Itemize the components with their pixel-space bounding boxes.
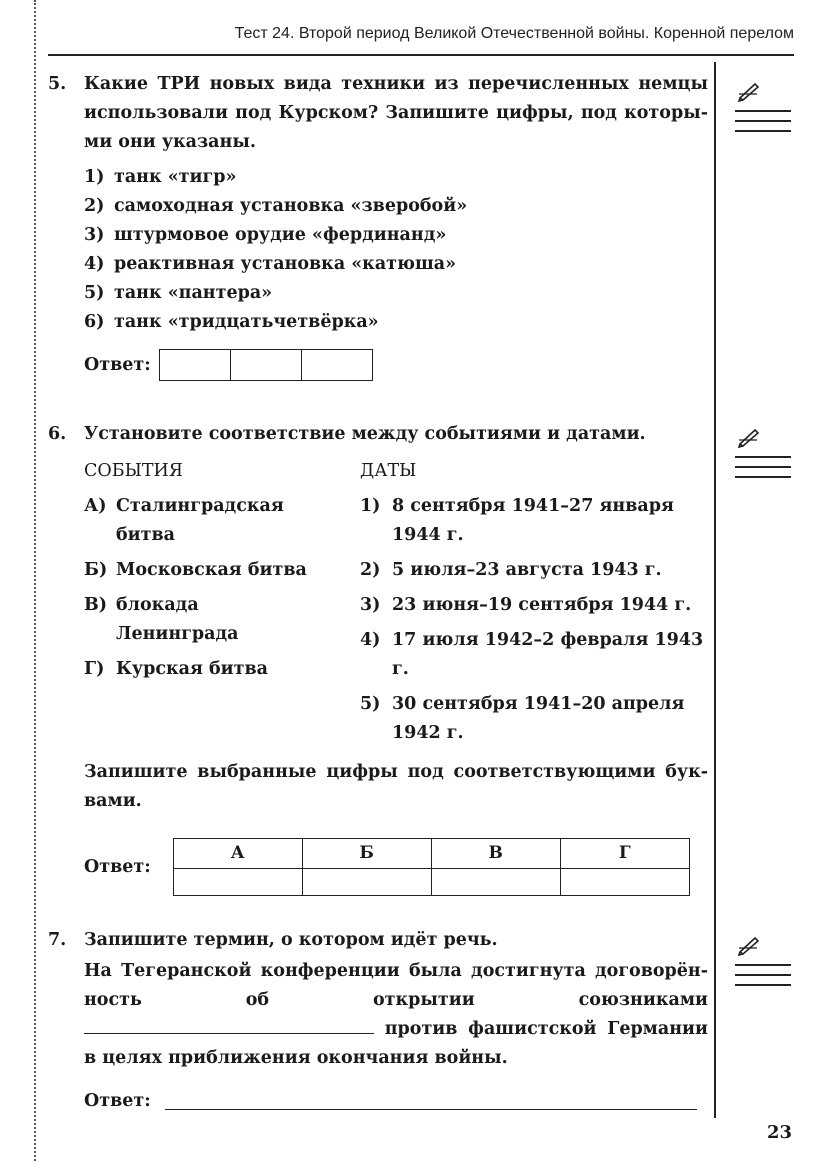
margin-line — [735, 110, 791, 112]
instruction-text: Запишите выбранные цифры под соответствующими буквами. — [84, 762, 708, 811]
option-item: 3) штурмовое орудие «фердинанд» — [84, 225, 447, 245]
answer-label: Ответ: — [84, 354, 151, 375]
option-item: 4) реактивная установка «катюша» — [84, 254, 457, 274]
question-7 — [48, 926, 708, 1116]
answer-cell[interactable] — [431, 869, 560, 896]
margin-line — [735, 130, 791, 132]
answer-label: Ответ: — [84, 856, 151, 877]
margin-line — [735, 984, 791, 986]
table-header: Г — [560, 839, 689, 869]
option-item: 6) танк «тридцатьчетвёрка» — [84, 312, 379, 332]
answer-row — [84, 1087, 708, 1116]
answer-line[interactable] — [165, 1093, 697, 1110]
date-item: 5) 30 сентября 1941–20 апреля 1942 г. — [360, 694, 685, 743]
answer-table — [173, 838, 690, 896]
page-number: 23 — [766, 1122, 792, 1143]
answer-cells — [159, 349, 373, 381]
option-item: 2) самоходная установка «зверобой» — [84, 196, 468, 216]
table-header: А — [173, 839, 302, 869]
event-item: Б) Московская битва — [84, 560, 307, 580]
table-header: Б — [302, 839, 431, 869]
margin-divider — [714, 62, 716, 1118]
answer-label: Ответ: — [84, 1091, 151, 1111]
margin-line — [735, 120, 791, 122]
question-text: Какие ТРИ новых вида техники из перечисленных немцы использовали под Курском? Запишите цифры, под которыми они указаны. — [84, 74, 708, 152]
pencil-icon — [737, 934, 761, 956]
answer-cell[interactable] — [173, 869, 302, 896]
date-item: 4) 17 июля 1942–2 февраля 1943 г. — [360, 630, 704, 679]
date-item: 2) 5 июля–23 августа 1943 г. — [360, 560, 662, 580]
option-item: 5) танк «пантера» — [84, 283, 273, 303]
header-rule — [48, 54, 794, 56]
date-item: 1) 8 сентября 1941–27 января 1944 г. — [360, 496, 674, 545]
question-number: 7. — [48, 930, 67, 950]
margin-line — [735, 456, 791, 458]
dates-column — [360, 457, 708, 754]
margin-notes-6 — [735, 426, 791, 478]
event-item: В) блокада Ленинграда — [84, 595, 239, 644]
margin-line — [735, 964, 791, 966]
event-item: Г) Курская битва — [84, 659, 269, 679]
margin-line — [735, 974, 791, 976]
question-body: На Тегеранской конференции была достигнута договорённость об открытии союзниками против фашистской Германии в целях приближения окончания войны. — [84, 961, 708, 1068]
fill-blank[interactable] — [84, 1033, 374, 1034]
question-6 — [48, 420, 708, 896]
events-column — [84, 457, 360, 754]
options-list — [84, 163, 708, 337]
dates-header: ДАТЫ — [360, 461, 417, 481]
margin-line — [735, 466, 791, 468]
pencil-icon — [737, 426, 761, 448]
answer-row — [84, 349, 708, 381]
question-number: 5. — [48, 74, 67, 94]
events-header: СОБЫТИЯ — [84, 461, 183, 481]
date-item: 3) 23 июня–19 сентября 1944 г. — [360, 595, 692, 615]
table-header: В — [431, 839, 560, 869]
margin-line — [735, 476, 791, 478]
answer-cell[interactable] — [160, 350, 230, 380]
event-item: А) Сталинградская битва — [84, 496, 284, 545]
answer-row — [84, 838, 708, 896]
question-text: Запишите термин, о котором идёт речь. — [84, 930, 498, 950]
question-number: 6. — [48, 424, 67, 444]
answer-cell[interactable] — [230, 350, 301, 380]
pencil-icon — [737, 80, 761, 102]
page-header: Тест 24. Второй период Великой Отечественной войны. Коренной перелом — [234, 25, 794, 42]
matching-columns — [84, 457, 708, 754]
answer-cell[interactable] — [560, 869, 689, 896]
cut-line — [34, 0, 36, 1161]
answer-cell[interactable] — [302, 869, 431, 896]
question-5 — [48, 70, 708, 381]
option-item: 1) танк «тигр» — [84, 167, 237, 187]
margin-notes-5 — [735, 80, 791, 132]
answer-cell[interactable] — [301, 350, 372, 380]
question-text: Установите соответствие между событиями и датами. — [84, 424, 646, 444]
margin-notes-7 — [735, 934, 791, 986]
